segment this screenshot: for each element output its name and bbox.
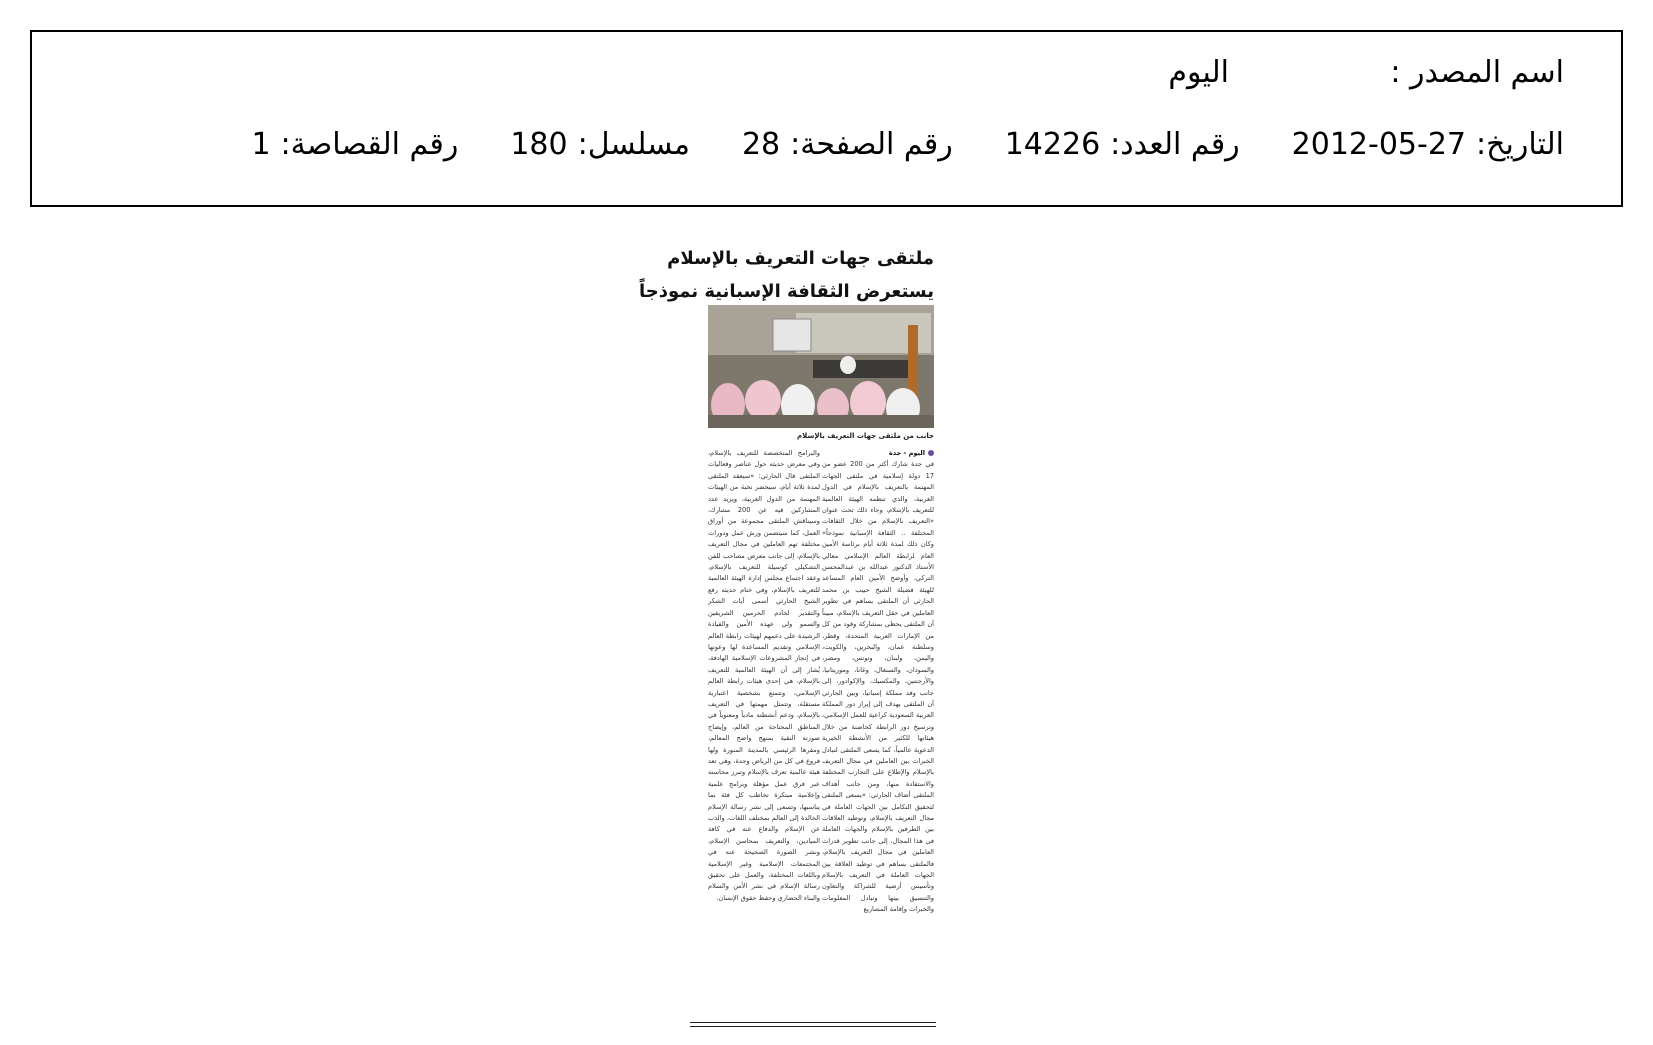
clip-number-field (251, 127, 459, 162)
issue-value: 14226 (1004, 127, 1101, 162)
source-value: اليوم (1168, 55, 1229, 90)
conference-photo (708, 305, 934, 428)
serial-label: مسلسل: (577, 127, 690, 162)
headline-line-1: ملتقى جهات التعريف بالإسلام (667, 248, 934, 269)
article-byline: اليوم - جدة (822, 448, 934, 459)
page-field (741, 127, 953, 162)
date-value: 2012-05-27 (1291, 127, 1467, 162)
date-field (1291, 127, 1564, 162)
source-label: اسم المصدر : (1390, 55, 1564, 90)
page-value: 28 (741, 127, 781, 162)
page-label: رقم الصفحة: (790, 127, 953, 162)
article-column-right (822, 448, 934, 1008)
headline-line-2: يستعرض الثقافة الإسبانية نموذجاً (639, 281, 934, 302)
article-column-left: والبرامج المتخصصة للتعريف بالإسلام، وفي معرض حديثه حول عناصر وفعاليات الملتقى قال الحارثي: «سيعقد الملتقى لمدة ثلاثة أيام، سيحضر نخبة من الهيئات المهتمة من الدول الغربية، ويزيد عدد المشاركين فيه عن 200 مشارك، وسيناقش الملتقى مجموعة من أوراق العمل، كما سيتضمن ورش عمل ودورات مختلفة تهم العاملين في مجال التعريف بالإسلام، إلى جانب معرض مصاحب للفن التشكيلي كوسيلة للتعريف بالإسلام، وعقد اجتماع مجلس إدارة الهيئة العالمية للتعريف بالإسلام، وفي ختام حديثه رفع الشيخ الحارثي أسمى آيات الشكر والتقدير لخادم الحرمين الشريفين والسمو ولي عهده الأمين والقيادة الرشيدة على دعمهم لهيئات رابطة العالم الإسلامي وتقديم المساعدة لها وعونها في إنجاز المشروعات الإسلامية الهادفة، يُشار إلى أن الهيئة العالمية للتعريف بالإسلام، هي إحدى هيئات رابطة العالم الإسلامي، وتتمتع بشخصية اعتبارية مستقلة، وتتمثل مهمتها في التعريف بالإسلام، ودعم أنشطته مادياً ومعنوياً في المناطق المحتاجة من العالم، وإيضاح صورته النقية بمنهج واضح المعالم، ومقرها الرئيسي بالمدينة المنورة ولها فروع في كل من الرياض وجدة، وهي تعد هيئة عالمية تعرف بالإسلام وتبرز محاسنه عبر فرق عمل مؤهلة وبرامج علمية وإعلامية مبتكرة تخاطب كل فئة بما يناسبها، وتسعى إلى نشر رسالة الإسلام الخالدة إلى العالم بمختلف اللغات، والذب عن الإسلام والدفاع عنه في كافة الميادين، والتعريف بمحاسن الإسلام، ونشر الصورة الصحيحة عنه في المجتمعات الإسلامية وغير الإسلامية وباللغات المختلفة، والعمل على تحقيق رسالة الإسلام في نشر الأمن والسلام والبناء الحضاري وحفظ حقوق الإنسان. (708, 449, 820, 902)
photo-caption: جانب من ملتقى جهات التعريف بالإسلام (797, 432, 934, 440)
bottom-rule (690, 1022, 936, 1023)
article-headline (639, 242, 934, 308)
clipping-info-header (30, 30, 1623, 207)
column-right-text: في جدة شارك أكثر من 200 عضو من 17 دولة إسلامية في ملتقى الجهات المهتمة بالتعريف بالإسلام في الدول الغربية، والذي تنظمه الهيئة العالمية للتعريف بالإسلام، وجاء ذلك تحت عنوان «التعريف بالإسلام من خلال الثقافات المختلفة .. الثقافة الإسبانية نموذجاً» وكان ذلك لمدة ثلاثة أيام برئاسة الأمين العام لرابطة العالم الإسلامي معالي الأستاذ الدكتور عبدالله بن عبدالمحسن التركي، وأوضح الأمين العام المساعد للهيئة فضيلة الشيخ حبيب بن محمد الحارثي أن الملتقى يساهم في تطوير العاملين في حقل التعريف بالإسلام، مبيناً أن الملتقى يحظى بمشاركة وفود من كل من الإمارات العربية المتحدة، وقطر، وسلطنة عمان، والبحرين، والكويت، واليمن، ولبنان، وتونس، ومصر، والسودان، والسنغال، وغانا، وموريتانيا، والأرجنتين، والمكسيك، والإكوادور، إلى جانب وفد مملكة إسبانيا، وبين الحارثي أن الملتقى يهدف إلى إبراز دور المملكة العربية السعودية كراعية للعمل الإسلامي، وترسيخ دور الرابطة كحاضنة من خلال هيئاتها للكثير من الأنشطة الخيرية الدعوية عالمياً، كما يسعى الملتقى لتبادل الخبرات بين العاملين في مجال التعريف بالإسلام والإطلاع على التجارب المختلفة والاستفادة منها، ومن جانب أهداف الملتقى أضاف الحارثي: «يسعى الملتقى لتحقيق التكامل بين الجهات العاملة في مجال التعريف بالإسلام، وتوطيد العلاقات بين الطرفين بالإسلام والجهات العاملة في هذا المجال، إلى جانب تطوير قدرات العاملين في مجال التعريف بالإسلام، فالملتقى يساهم في توطيد العلاقة بين الجهات العاملة في التعريف بالإسلام وتأسيس أرضية للشراكة والتعاون والتنسيق بينها وتبادل المعلومات والخبرات وإقامة المشاريع (822, 460, 934, 914)
issue-field (1004, 127, 1240, 162)
issue-label: رقم العدد: (1110, 127, 1240, 162)
serial-field (510, 127, 690, 162)
metadata-row (251, 127, 1564, 162)
serial-value: 180 (510, 127, 568, 162)
newspaper-clipping (639, 242, 936, 1030)
date-label: التاريخ: (1476, 127, 1564, 162)
clip-number-value: 1 (251, 127, 271, 162)
clip-number-label: رقم القصاصة: (280, 127, 459, 162)
bottom-rule-double (690, 1026, 936, 1027)
article-photo (708, 305, 934, 428)
